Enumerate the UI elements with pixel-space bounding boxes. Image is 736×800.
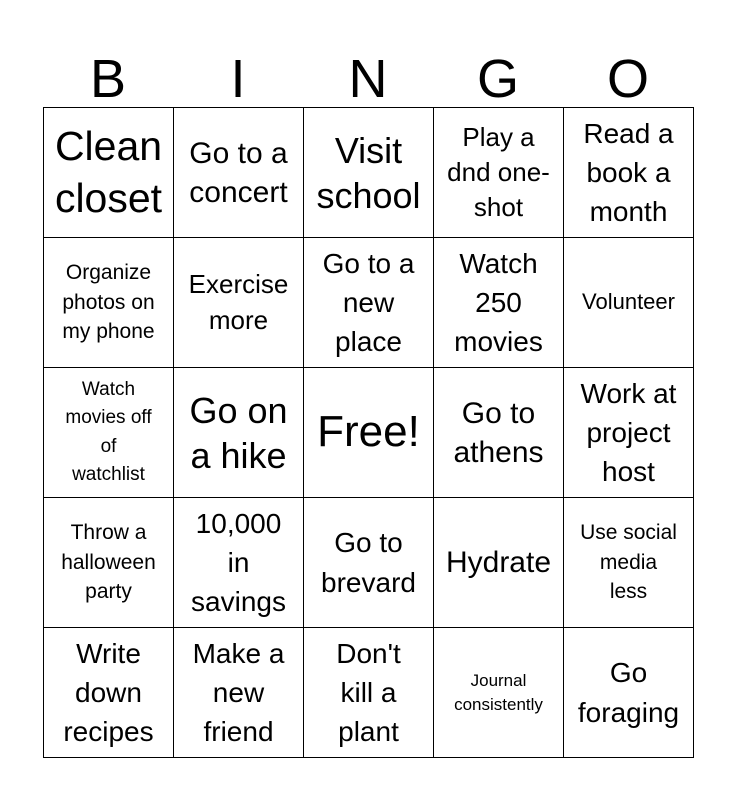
cell-text: Go to athens xyxy=(453,396,544,469)
bingo-cell-r5c5[interactable] xyxy=(564,628,694,758)
bingo-cell-r1c3[interactable] xyxy=(304,108,434,238)
bingo-cell-r1c1[interactable] xyxy=(44,108,174,238)
cell-text: Don't kill a plant xyxy=(336,637,401,748)
cell-text: Visit school xyxy=(316,129,421,216)
bingo-cell-r4c4[interactable] xyxy=(434,498,564,628)
cell-text: Read a book a month xyxy=(583,117,674,228)
cell-text: Go to a concert xyxy=(189,136,288,209)
bingo-cell-r1c4[interactable] xyxy=(434,108,564,238)
bingo-cell-r4c5[interactable] xyxy=(564,498,694,628)
cell-text: Clean closet xyxy=(54,123,163,221)
bingo-cell-r2c1[interactable] xyxy=(44,238,174,368)
cell-text: Exercise more xyxy=(188,269,289,335)
cell-text: Make a new friend xyxy=(192,637,285,748)
bingo-cell-r5c1[interactable] xyxy=(44,628,174,758)
bingo-cell-r1c2[interactable] xyxy=(174,108,304,238)
bingo-cell-r5c2[interactable] xyxy=(174,628,304,758)
cell-text: Throw a halloween party xyxy=(61,521,156,604)
cell-text: 10,000 in savings xyxy=(191,507,286,618)
cell-text: Watch 250 movies xyxy=(454,247,543,358)
cell-text: Volunteer xyxy=(582,289,675,315)
bingo-cell-r2c3[interactable] xyxy=(304,238,434,368)
free-space-text: Free! xyxy=(317,407,420,457)
cell-text: Go to a new place xyxy=(322,247,415,358)
bingo-header xyxy=(43,44,693,109)
cell-text: Organize photos on my phone xyxy=(62,261,155,344)
bingo-cell-r3c3[interactable] xyxy=(304,368,434,498)
header-letter-n: N xyxy=(348,49,388,109)
bingo-cell-r1c5[interactable] xyxy=(564,108,694,238)
bingo-cell-r5c4[interactable] xyxy=(434,628,564,758)
cell-text: Hydrate xyxy=(445,546,552,579)
bingo-board xyxy=(43,107,694,758)
bingo-cell-r2c4[interactable] xyxy=(434,238,564,368)
bingo-cell-r3c1[interactable] xyxy=(44,368,174,498)
header-letter-o: O xyxy=(606,49,649,109)
cell-text: Use social media less xyxy=(580,521,677,604)
bingo-cell-r4c2[interactable] xyxy=(174,498,304,628)
bingo-cell-r3c2[interactable] xyxy=(174,368,304,498)
cell-text: Journal consistently xyxy=(454,670,543,714)
bingo-cell-r5c3[interactable] xyxy=(304,628,434,758)
header-letter-g: G xyxy=(476,49,519,109)
cell-text: Write down recipes xyxy=(63,637,154,748)
cell-text: Play a dnd one- shot xyxy=(447,121,550,223)
bingo-cell-r2c2[interactable] xyxy=(174,238,304,368)
cell-text: Watch movies off of watchlist xyxy=(65,378,152,485)
bingo-cell-r4c1[interactable] xyxy=(44,498,174,628)
bingo-cell-r2c5[interactable] xyxy=(564,238,694,368)
header-letter-i: I xyxy=(230,49,246,109)
cell-text: Go on a hike xyxy=(189,389,288,476)
cell-text: Go foraging xyxy=(577,657,680,728)
bingo-cell-r3c5[interactable] xyxy=(564,368,694,498)
cell-text: Go to brevard xyxy=(321,527,416,598)
bingo-cell-r4c3[interactable] xyxy=(304,498,434,628)
header-letter-b: B xyxy=(89,49,127,109)
bingo-cell-r3c4[interactable] xyxy=(434,368,564,498)
cell-text: Work at project host xyxy=(580,377,677,488)
